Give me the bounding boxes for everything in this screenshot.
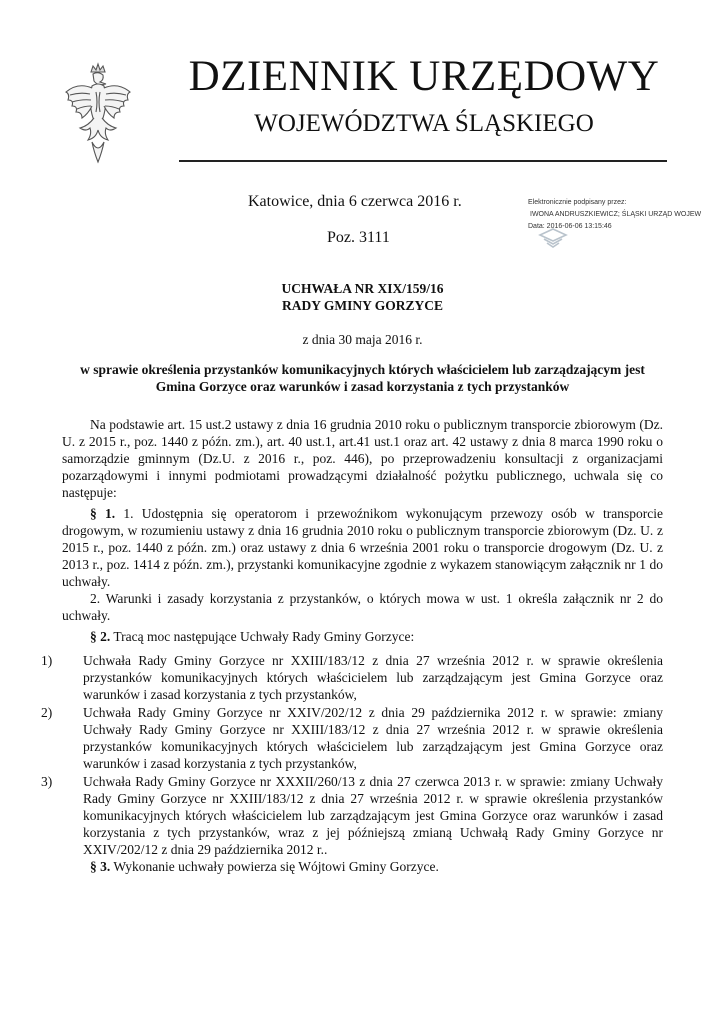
section-2-intro — [62, 628, 663, 645]
journal-title: DZIENNIK URZĘDOWY — [188, 53, 660, 100]
legal-basis-paragraph: Na podstawie art. 15 ust.2 ustawy z dnia 16 grudnia 2010 roku o publicznym transporcie zbiorowym (Dz. U. z 2015 r., poz. 1440 z późn. zm.), art. 40 ust.1, art.41 ust.1 oraz art. 42 ustawy z dnia 8 marca 1990 roku o samorządzie gminnym (Dz.U. z 2016 r., poz. 446), po przeprowadzeniu konsultacji z organizacjami pozarządowymi i innymi podmiotami prowadzącymi działalność pożytku publicznego, uchwala się co następuje: — [62, 417, 663, 500]
resolution-council: RADY GMINY GORZYCE — [282, 298, 443, 313]
section-3-paragraph — [62, 858, 663, 875]
section-1-text: 1. Udostępnia się operatorom i przewoźnikom wykonującym przewozy osób w transporcie drogowym, w rozumieniu ustawy z dnia 16 grudnia 2010 roku o publicznym transporcie zbiorowym (Dz. U. z 2015 r., poz. 1440 z późn. zm.) oraz ustawy z dnia 6 września 2001 roku o transporcie drogowym (Dz. U. z 2013 r., poz. 1414 z późn. zm.), przystanki komunikacyjne zgodnie z wykazem stanowiącym załącznik nr 1 do uchwały. — [62, 506, 663, 589]
resolution-number: UCHWAŁA NR XIX/159/16 — [281, 281, 444, 296]
position-number: Poz. 3111 — [327, 229, 390, 246]
signature-label: Elektronicznie podpisany przez: — [528, 199, 627, 206]
signature-stamp-icon — [538, 227, 568, 249]
signature-date: Data: 2016-06-06 13:15:46 — [528, 223, 612, 230]
eagle-emblem-icon — [62, 62, 134, 166]
section-1-paragraph-1 — [62, 505, 663, 590]
list-item-number: 2) — [41, 705, 53, 720]
resolution-date: z dnia 30 maja 2016 r. — [302, 332, 423, 347]
list-item — [41, 773, 663, 858]
list-item-number: 3) — [41, 774, 53, 789]
header-divider — [179, 160, 667, 162]
section-2-mark: § 2. — [90, 629, 111, 644]
section-3-text: Wykonanie uchwały powierza się Wójtowi Gminy Gorzyce. — [110, 859, 439, 874]
resolution-subject: w sprawie określenia przystanków komunikacyjnych których właścicielem lub zarządzającym jest Gmina Gorzyce oraz warunków i zasad korzystania z tych przystanków — [80, 362, 645, 394]
list-item-number: 1) — [41, 653, 53, 668]
section-3-mark: § 3. — [90, 859, 111, 874]
list-item-text: Uchwała Rady Gminy Gorzyce nr XXIV/202/12 z dnia 29 października 2012 r. w sprawie: zmiany Uchwały Rady Gminy Gorzyce nr XXIII/183/12 z dnia 27 września 2012 r. w sprawie określenia przystanków komunikacyjnych których właścicielem lub zarządzającym jest Gmina Gorzyce oraz warunków i zasad korzystania z tych przystanków, — [83, 705, 663, 771]
list-item — [41, 704, 663, 772]
section-1-mark: § 1. — [90, 506, 116, 521]
list-item-text: Uchwała Rady Gminy Gorzyce nr XXIII/183/12 z dnia 27 września 2012 r. w sprawie określenia przystanków komunikacyjnych których właścicielem lub zarządzającym jest Gmina Gorzyce oraz warunków i zasad korzystania z tych przystanków, — [83, 653, 663, 702]
signature-signer: IWONA ANDRUSZKIEWICZ; ŚLĄSKI URZĄD WOJEW — [530, 211, 702, 218]
section-2-text: Tracą moc następujące Uchwały Rady Gminy Gorzyce: — [110, 629, 415, 644]
list-item-text: Uchwała Rady Gminy Gorzyce nr XXXII/260/13 z dnia 27 czerwca 2013 r. w sprawie: zmiany Uchwały Rady Gminy Gorzyce nr XXIII/183/12 z dnia 27 września 2012 r. w sprawie określenia przystanków komunikacyjnych których właścicielem lub zarządzającym jest Gmina Gorzyce oraz warunków i zasad korzystania z tych przystanków, wraz z jej późniejszą zmianą Uchwałą Rady Gminy Gorzyce nr XXIV/202/12 z dnia 29 października 2012 r.. — [83, 774, 663, 857]
publication-place-date: Katowice, dnia 6 czerwca 2016 r. — [248, 193, 462, 210]
section-1-paragraph-2: 2. Warunki i zasady korzystania z przystanków, o których mowa w ust. 1 określa załącznik nr 2 do uchwały. — [62, 591, 663, 623]
electronic-signature — [528, 197, 725, 257]
list-item — [41, 652, 663, 703]
journal-subtitle: WOJEWÓDZTWA ŚLĄSKIEGO — [254, 110, 594, 137]
